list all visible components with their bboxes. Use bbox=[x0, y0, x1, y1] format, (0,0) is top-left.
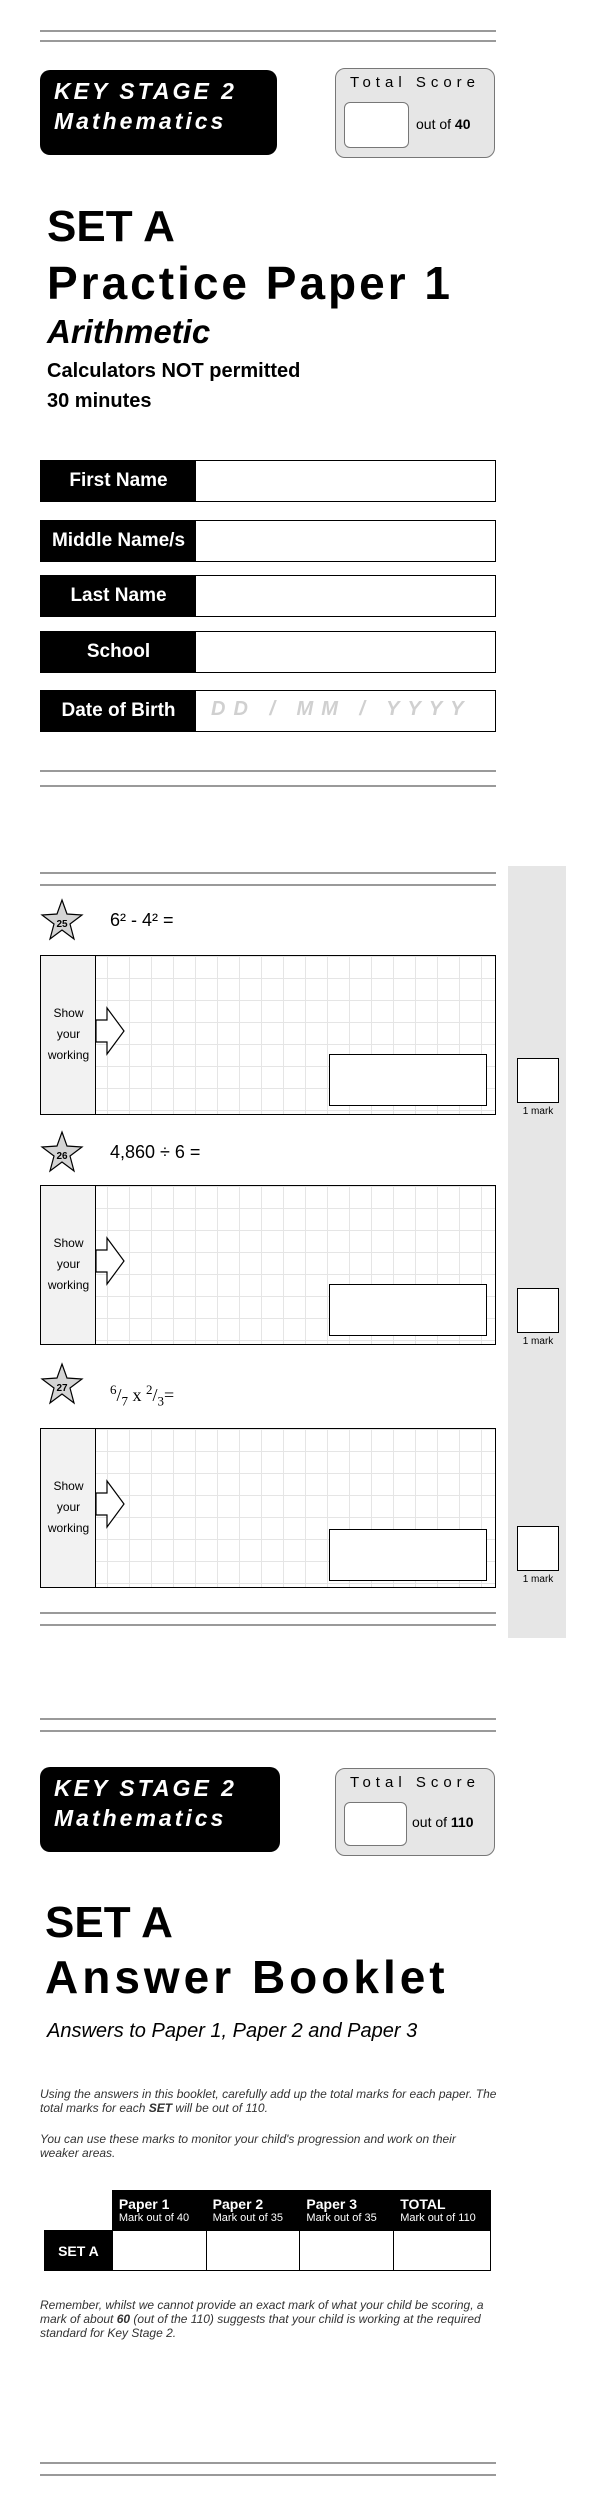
question-number: 27 bbox=[56, 1383, 68, 1394]
page-rule bbox=[40, 1730, 496, 1732]
question-number-star-icon bbox=[40, 1130, 84, 1174]
booklet-subtitle: Answers to Paper 1, Paper 2 and Paper 3 bbox=[47, 2020, 418, 2042]
table-header: Paper 2 Mark out of 35 bbox=[206, 2191, 300, 2231]
paper-title: Practice Paper 1 bbox=[47, 257, 454, 309]
last-name-field[interactable] bbox=[40, 575, 496, 617]
badge-line-1: KEY STAGE 2 bbox=[54, 78, 237, 104]
answer-box[interactable] bbox=[329, 1284, 487, 1336]
show-working-panel bbox=[41, 1186, 96, 1344]
page-rule bbox=[40, 1612, 496, 1614]
dob-placeholder: DD / MM / YYYY bbox=[211, 698, 472, 720]
instructions-paragraph: You can use these marks to monitor your child's progression and work on their weaker areas. bbox=[40, 2132, 456, 2160]
score-out-value: 110 bbox=[450, 1814, 474, 1830]
arrow-right-icon bbox=[96, 1236, 126, 1286]
total-score-title: Total Score bbox=[349, 1774, 481, 1791]
mark-label: 1 mark bbox=[522, 1106, 554, 1117]
question-text: 6² - 4² = bbox=[110, 910, 174, 930]
mark-box[interactable] bbox=[517, 1058, 559, 1103]
answer-box[interactable] bbox=[329, 1529, 487, 1581]
question-text: 4,860 ÷ 6 = bbox=[110, 1142, 201, 1162]
field-label: Date of Birth bbox=[41, 691, 196, 731]
badge-line-2: Mathematics bbox=[54, 1805, 227, 1831]
working-area[interactable] bbox=[40, 1185, 496, 1345]
set-title: SET A bbox=[47, 202, 175, 251]
question-number: 25 bbox=[56, 919, 68, 930]
page-rule bbox=[40, 872, 496, 874]
table-header: Paper 1 Mark out of 40 bbox=[112, 2191, 206, 2231]
total-score-input[interactable] bbox=[344, 1802, 407, 1846]
field-label: Last Name bbox=[41, 576, 196, 616]
page-rule bbox=[40, 2462, 496, 2464]
fraction-denominator: 7 bbox=[121, 1393, 129, 1409]
page-rule bbox=[40, 1624, 496, 1626]
arrow-right-icon bbox=[96, 1006, 126, 1056]
calculator-note: Calculators NOT permitted bbox=[47, 360, 301, 382]
subject-title: Arithmetic bbox=[47, 313, 211, 350]
operator: x bbox=[132, 1385, 142, 1405]
school-field[interactable] bbox=[40, 631, 496, 673]
table-header: Paper 3 Mark out of 35 bbox=[300, 2191, 394, 2231]
show-working-label: Show your working bbox=[47, 1236, 90, 1292]
instructions-paragraph: Using the answers in this booklet, carefully add up the total marks for each paper. The total marks for each SET will be out of 110. bbox=[40, 2087, 497, 2115]
page-rule bbox=[40, 2474, 496, 2476]
fraction-denominator: 3 bbox=[157, 1393, 165, 1409]
marks-table bbox=[44, 2190, 491, 2271]
page-rule bbox=[40, 770, 496, 772]
field-label: First Name bbox=[41, 461, 196, 501]
page-rule bbox=[40, 1718, 496, 1720]
total-score-box bbox=[335, 1768, 495, 1856]
question-number-star-icon bbox=[40, 1362, 84, 1406]
question-text: $^6/_7$ x $^2/_3=$ bbox=[110, 1382, 175, 1409]
paper-3-mark-cell[interactable] bbox=[300, 2231, 394, 2271]
field-label: Middle Name/s bbox=[41, 521, 196, 561]
fraction-numerator: 6 bbox=[110, 1382, 117, 1397]
page-rule bbox=[40, 884, 496, 886]
equals-sign: = bbox=[164, 1385, 175, 1405]
date-of-birth-field[interactable] bbox=[40, 690, 496, 732]
middle-name-field[interactable] bbox=[40, 520, 496, 562]
total-mark-cell[interactable] bbox=[394, 2231, 491, 2271]
paper-2-mark-cell[interactable] bbox=[206, 2231, 300, 2271]
key-stage-badge bbox=[40, 1767, 280, 1852]
show-working-label: Show your working bbox=[47, 1006, 90, 1062]
table-row-label: SET A bbox=[45, 2231, 113, 2271]
question-number-star-icon bbox=[40, 898, 84, 942]
mark-box[interactable] bbox=[517, 1288, 559, 1333]
fraction-numerator: 2 bbox=[146, 1382, 153, 1397]
score-out-value: 40 bbox=[454, 116, 471, 132]
total-score-input[interactable] bbox=[344, 102, 409, 148]
paper-1-mark-cell[interactable] bbox=[112, 2231, 206, 2271]
field-label: School bbox=[41, 632, 196, 672]
show-working-panel bbox=[41, 956, 96, 1114]
score-out-of bbox=[416, 116, 471, 132]
duration-note: 30 minutes bbox=[47, 390, 152, 412]
marks-margin-strip bbox=[508, 866, 566, 1638]
working-area[interactable] bbox=[40, 1428, 496, 1588]
show-working-label: Show your working bbox=[47, 1479, 90, 1535]
set-title: SET A bbox=[45, 1898, 173, 1947]
total-score-title: Total Score bbox=[349, 74, 481, 91]
guidance-paragraph: Remember, whilst we cannot provide an exact mark of what your child be scoring, a mark of about 60 (out of the 110) suggests that your child is working at the required standard for Key Stage 2. bbox=[40, 2298, 484, 2340]
question-number: 26 bbox=[56, 1151, 68, 1162]
score-out-prefix: out of bbox=[412, 1814, 448, 1830]
badge-line-1: KEY STAGE 2 bbox=[54, 1775, 237, 1801]
mark-label: 1 mark bbox=[522, 1574, 554, 1585]
top-rule bbox=[40, 40, 496, 42]
total-score-box bbox=[335, 68, 495, 158]
page-rule bbox=[40, 785, 496, 787]
badge-line-2: Mathematics bbox=[54, 108, 227, 134]
booklet-title: Answer Booklet bbox=[45, 1951, 449, 2003]
mark-label: 1 mark bbox=[522, 1336, 554, 1347]
first-name-field[interactable] bbox=[40, 460, 496, 502]
arrow-right-icon bbox=[96, 1479, 126, 1529]
score-out-prefix: out of bbox=[416, 116, 452, 132]
mark-box[interactable] bbox=[517, 1526, 559, 1571]
answer-box[interactable] bbox=[329, 1054, 487, 1106]
show-working-panel bbox=[41, 1429, 96, 1587]
key-stage-badge bbox=[40, 70, 277, 155]
table-header: TOTAL Mark out of 110 bbox=[394, 2191, 491, 2231]
working-area[interactable] bbox=[40, 955, 496, 1115]
top-rule bbox=[40, 30, 496, 32]
score-out-of bbox=[412, 1814, 474, 1830]
